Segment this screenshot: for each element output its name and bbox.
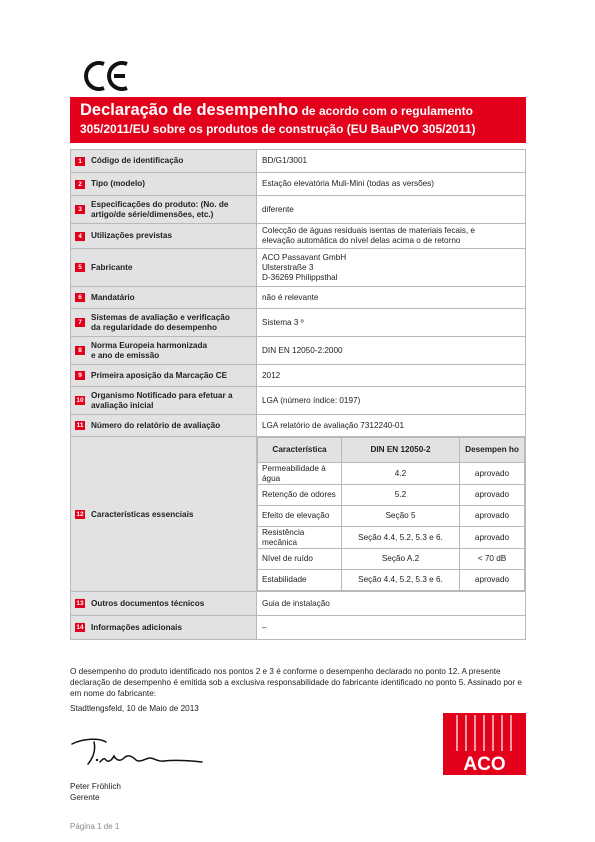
signer-role: Gerente	[70, 793, 100, 802]
row-6-value-cell	[257, 287, 526, 309]
field-value: D-36269 Philippsthal	[262, 272, 338, 282]
item-number-badge: 10	[76, 397, 84, 404]
performance-cell: aprovado	[460, 485, 525, 506]
characteristic-cell: Nível de ruído	[258, 549, 342, 570]
table-row	[71, 249, 526, 287]
sub-header-row	[258, 438, 525, 463]
field-label: da regularidade do desempenho	[91, 322, 218, 332]
field-label: Sistemas de avaliação e verificação	[91, 312, 230, 322]
table-row	[71, 150, 526, 173]
row-12-value-cell	[257, 437, 526, 592]
item-number-badge: 3	[75, 205, 85, 214]
title-suffix: de acordo com o regulamento	[298, 104, 473, 118]
title-main: Declaração de desempenho	[80, 101, 299, 119]
sub-header-cell: Desempen ho	[460, 438, 525, 463]
row-13-label-cell	[71, 592, 257, 616]
row-1-value-cell	[257, 150, 526, 173]
item-number-badge: 12	[76, 510, 84, 518]
table-row	[71, 592, 526, 616]
sub-row	[258, 527, 525, 549]
ce-mark-logo	[84, 60, 130, 92]
field-label: artigo/de série/dimensões, etc.)	[91, 209, 214, 219]
field-label: Outros documentos técnicos	[91, 598, 205, 608]
field-label: Utilizações previstas	[91, 231, 173, 240]
title-line2: 305/2011/EU sobre os produtos de construção (EU BauPVO 305/2011)	[80, 122, 476, 136]
row-14-label-cell	[71, 616, 257, 640]
field-label: Informações adicionais	[91, 622, 183, 632]
table-row	[71, 224, 526, 249]
row-3-label-cell	[71, 196, 257, 224]
row-6-label-cell	[71, 287, 257, 309]
title-banner	[70, 97, 526, 143]
field-value: não é relevante	[262, 292, 319, 302]
table-row	[71, 616, 526, 640]
table-row	[71, 337, 526, 365]
row-10-value-cell	[257, 387, 526, 415]
norm-cell: Seção A.2	[342, 549, 460, 570]
sub-row	[258, 463, 525, 485]
field-label: Fabricante	[91, 262, 133, 272]
row-5-label-cell	[71, 249, 257, 287]
row-10-label-cell	[71, 387, 257, 415]
page-number: Página 1 de 1	[70, 822, 120, 831]
characteristic-cell: Efeito de elevação	[258, 506, 342, 527]
item-number-badge: 11	[76, 422, 84, 429]
field-label: Norma Europeia harmonizada	[91, 340, 208, 350]
norm-cell: Seção 4.4, 5.2, 5.3 e 6.	[342, 570, 460, 591]
table-row	[71, 196, 526, 224]
norm-cell: 4.2	[342, 463, 460, 485]
sub-row	[258, 485, 525, 506]
field-value: LGA relatório de avaliação 7312240-01	[262, 420, 405, 430]
table-row	[71, 287, 526, 309]
row-11-value-cell	[257, 415, 526, 437]
item-number-badge: 8	[75, 346, 85, 355]
row-5-value-cell	[257, 249, 526, 287]
row-9-label-cell	[71, 365, 257, 387]
aco-logo	[443, 713, 526, 775]
handwritten-signature	[66, 734, 206, 774]
field-value: DIN EN 12050-2:2000	[262, 345, 343, 355]
item-number-badge: 5	[75, 263, 85, 272]
norm-cell: Seção 4.4, 5.2, 5.3 e 6.	[342, 527, 460, 549]
row-7-value-cell	[257, 309, 526, 337]
row-3-value-cell	[257, 196, 526, 224]
table-row	[71, 173, 526, 196]
row-4-label-cell	[71, 224, 257, 249]
row-11-label-cell	[71, 415, 257, 437]
signer-block	[70, 781, 121, 803]
item-number-badge: 14	[76, 624, 84, 631]
row-14-value-cell	[257, 616, 526, 640]
row-8-value-cell	[257, 337, 526, 365]
field-label: Especificações do produto: (No. de	[91, 199, 229, 209]
sub-header-cell: DIN EN 12050-2	[342, 438, 460, 463]
field-value: Colecção de águas residuais isentas de materiais fecais, e	[262, 226, 475, 235]
field-value: 2012	[262, 370, 281, 380]
field-value: Ulsterstraße 3	[262, 262, 314, 272]
characteristic-cell: Resistência mecânica	[258, 527, 342, 549]
performance-cell: < 70 dB	[460, 549, 525, 570]
field-label: Características essenciais	[91, 509, 194, 519]
field-label: Número do relatório de avaliação	[91, 420, 221, 430]
table-row	[71, 309, 526, 337]
item-number-badge: 13	[76, 600, 84, 607]
item-number-badge: 6	[75, 293, 85, 302]
performance-cell: aprovado	[460, 506, 525, 527]
item-number-badge: 7	[75, 318, 85, 327]
row-1-label-cell	[71, 150, 257, 173]
table-row	[71, 437, 526, 592]
item-number-badge: 4	[75, 232, 85, 241]
signature-date: Stadtlengsfeld, 10 de Maio de 2013	[70, 704, 199, 713]
table-row	[71, 387, 526, 415]
declaration-table	[70, 149, 526, 640]
item-number-badge: 2	[75, 180, 85, 189]
svg-text:ACO: ACO	[463, 754, 506, 775]
sub-row	[258, 549, 525, 570]
declaration-note: O desempenho do produto identificado nos pontos 2 e 3 é conforme o desempenho declarado no ponto 12. A presente declaração de desempenho é emitida sob a exclusiva responsabilidade do fabricante identificado no ponto 5. Assinado por e em nome do fabricante:	[70, 667, 522, 698]
sub-row	[258, 506, 525, 527]
field-value: ACO Passavant GmbH	[262, 252, 347, 262]
field-label: Mandatário	[91, 292, 135, 302]
field-value: –	[262, 622, 267, 632]
field-label: Organismo Notificado para efetuar a	[91, 390, 233, 400]
field-label: avaliação inicial	[91, 400, 154, 410]
characteristic-cell: Retenção de odores	[258, 485, 342, 506]
field-value: BD/G1/3001	[262, 156, 308, 165]
row-4-value-cell	[257, 224, 526, 249]
sub-header-cell: Característica	[258, 438, 342, 463]
characteristic-cell: Estabilidade	[258, 570, 342, 591]
row-9-value-cell	[257, 365, 526, 387]
field-value: Estação elevatória Muli-Mini (todas as versões)	[262, 179, 435, 188]
row-12-label-cell	[71, 437, 257, 592]
characteristic-cell: Permeabilidade à água	[258, 463, 342, 485]
field-label: e ano de emissão	[91, 350, 160, 360]
performance-cell: aprovado	[460, 463, 525, 485]
table-row	[71, 415, 526, 437]
field-value: Sistema 3 º	[262, 317, 304, 327]
field-label: Código de identificação	[91, 156, 184, 165]
row-2-label-cell	[71, 173, 257, 196]
table-row	[71, 365, 526, 387]
row-7-label-cell	[71, 309, 257, 337]
field-value: LGA (número índice: 0197)	[262, 395, 361, 405]
row-2-value-cell	[257, 173, 526, 196]
item-number-badge: 9	[75, 371, 85, 380]
field-label: Tipo (modelo)	[91, 179, 145, 188]
field-value: diferente	[262, 204, 294, 214]
norm-cell: 5.2	[342, 485, 460, 506]
performance-cell: aprovado	[460, 527, 525, 549]
essential-characteristics-table	[257, 437, 525, 591]
field-value: elevação automática do nível delas acima o de retorno	[262, 236, 461, 245]
field-label: Primeira aposição da Marcação CE	[91, 370, 228, 380]
row-8-label-cell	[71, 337, 257, 365]
field-value: Guia de instalação	[262, 598, 330, 608]
signer-name: Peter Fröhlich	[70, 782, 121, 791]
norm-cell: Seção 5	[342, 506, 460, 527]
sub-row	[258, 570, 525, 591]
row-13-value-cell	[257, 592, 526, 616]
performance-cell: aprovado	[460, 570, 525, 591]
item-number-badge: 1	[75, 157, 85, 166]
